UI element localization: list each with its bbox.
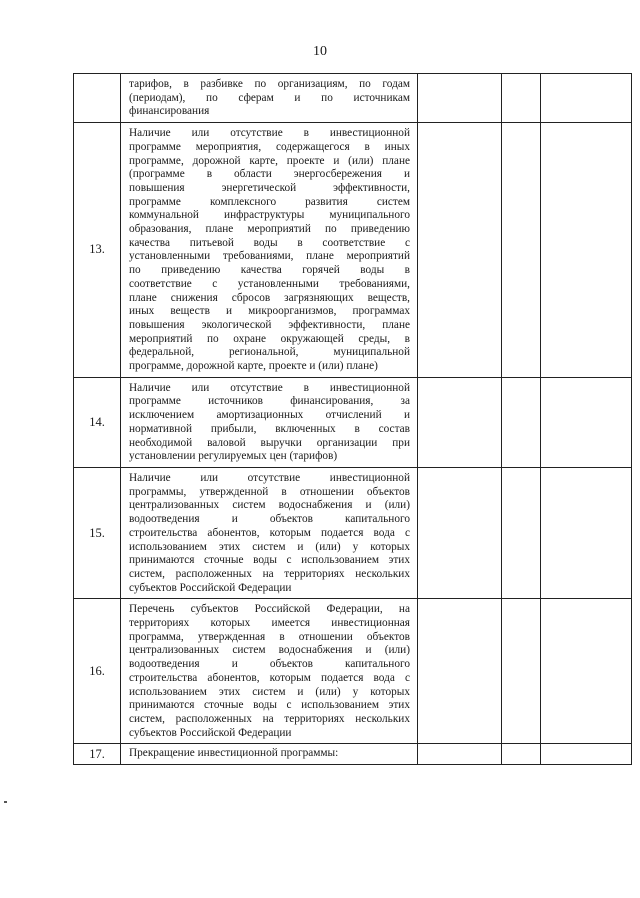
text-line: программе мероприятия, содержащегося в иных bbox=[129, 140, 410, 153]
empty-value-cell bbox=[418, 599, 502, 744]
table-row bbox=[74, 377, 632, 467]
row-number: 13. bbox=[74, 123, 121, 378]
text-line: централизованных систем водоснабжения и (или) bbox=[129, 644, 410, 657]
text-line: (периодам), по сферам и по источникам bbox=[129, 91, 410, 104]
text-line: нормативной прибыли, включенных в состав bbox=[129, 422, 410, 435]
text-line: субъектов Российской Федерации bbox=[129, 726, 292, 739]
text-line: исключением амортизационных отчислений и bbox=[129, 409, 410, 422]
text-line: (программе в области энергосбережения и bbox=[129, 168, 410, 181]
text-line: программе, дорожной карте, проекте и (или) плане) bbox=[129, 360, 378, 373]
text-line: необходимой валовой выручки организации при bbox=[129, 436, 410, 449]
text-line: плане снижения сбросов загрязняющих веществ, bbox=[129, 291, 410, 304]
text-line: использованием этих систем и (или) у которых bbox=[129, 540, 410, 553]
empty-value-cell bbox=[541, 599, 632, 744]
text-line: иных веществ и микроорганизмов, программах bbox=[129, 305, 410, 318]
table-row bbox=[74, 599, 632, 744]
text-line: финансирования bbox=[129, 105, 210, 118]
text-line: Наличие или отсутствие в инвестиционной bbox=[129, 127, 410, 140]
empty-value-cell bbox=[418, 74, 502, 123]
text-line: программе, дорожной карте, проекте и (или) плане bbox=[129, 154, 410, 167]
text-line: использованием этих систем и (или) у которых bbox=[129, 685, 410, 698]
text-line: программе комплексного развития систем bbox=[129, 195, 410, 208]
text-line: тарифов, в разбивке по организациям, по годам bbox=[129, 78, 410, 90]
text-line: коммунальной инфраструктуры муниципального bbox=[129, 209, 410, 222]
empty-value-cell bbox=[418, 123, 502, 378]
row-number: 17. bbox=[74, 744, 121, 765]
text-line: водоотведения и объектов капитального bbox=[129, 513, 410, 526]
empty-value-cell bbox=[541, 467, 632, 598]
indicator-description bbox=[121, 74, 418, 123]
empty-value-cell bbox=[418, 467, 502, 598]
table-row bbox=[74, 744, 632, 765]
empty-value-cell bbox=[502, 744, 541, 765]
text-line: федеральной, региональной, муниципальной bbox=[129, 346, 410, 359]
text-line: мероприятий по охране окружающей среды, в bbox=[129, 332, 410, 345]
row-number: 15. bbox=[74, 467, 121, 598]
text-line: Прекращение инвестиционной программы: bbox=[129, 746, 339, 759]
text-line: образования, плане мероприятий по приведению bbox=[129, 223, 410, 236]
text-line: централизованных систем водоснабжения и (или) bbox=[129, 499, 410, 512]
text-line: программы, утвержденной в отношении объектов bbox=[129, 485, 410, 498]
text-line: строительства абонентов, которым подается вода с bbox=[129, 526, 410, 539]
empty-value-cell bbox=[418, 744, 502, 765]
text-line: принимаются сточные воды с использованием этих bbox=[129, 554, 410, 567]
empty-value-cell bbox=[502, 467, 541, 598]
table-row bbox=[74, 123, 632, 378]
empty-value-cell bbox=[541, 74, 632, 123]
empty-value-cell bbox=[502, 377, 541, 467]
text-line: систем, расположенных на территориях нескольких bbox=[129, 567, 410, 580]
text-line: территориях которых имеется инвестиционная bbox=[129, 617, 410, 630]
table-row bbox=[74, 74, 632, 123]
empty-value-cell bbox=[502, 74, 541, 123]
empty-value-cell bbox=[541, 123, 632, 378]
page-number: 10 bbox=[313, 44, 327, 59]
indicator-description bbox=[121, 123, 418, 378]
row-number bbox=[74, 74, 121, 123]
empty-value-cell bbox=[541, 744, 632, 765]
text-line: соответствие с установленными требованиями, bbox=[129, 277, 410, 290]
row-number: 16. bbox=[74, 599, 121, 744]
text-line: повышения энергетической эффективности, bbox=[129, 181, 410, 194]
empty-value-cell bbox=[502, 123, 541, 378]
text-line: программе источников финансирования, за bbox=[129, 395, 410, 408]
text-line: Наличие или отсутствие инвестиционной bbox=[129, 471, 410, 484]
text-line: по приведению качества горячей воды в bbox=[129, 264, 410, 277]
text-line: программа, утвержденная в отношении объектов bbox=[129, 630, 410, 643]
text-line: установленными требованиями, плане мероприятий bbox=[129, 250, 410, 263]
text-line: установлении регулируемых цен (тарифов) bbox=[129, 450, 338, 463]
text-line: качества питьевой воды в соответствие с bbox=[129, 236, 410, 249]
scan-mark bbox=[4, 801, 7, 803]
indicator-description bbox=[121, 744, 418, 765]
indicator-description bbox=[121, 467, 418, 598]
table-row bbox=[74, 467, 632, 598]
indicator-description bbox=[121, 377, 418, 467]
indicators-table bbox=[73, 73, 632, 765]
text-line: водоотведения и объектов капитального bbox=[129, 658, 410, 671]
empty-value-cell bbox=[541, 377, 632, 467]
empty-value-cell bbox=[502, 599, 541, 744]
text-line: строительства абонентов, которым подается вода с bbox=[129, 671, 410, 684]
row-number: 14. bbox=[74, 377, 121, 467]
indicator-description bbox=[121, 599, 418, 744]
text-line: Наличие или отсутствие в инвестиционной bbox=[129, 381, 410, 394]
empty-value-cell bbox=[418, 377, 502, 467]
text-line: Перечень субъектов Российской Федерации, на bbox=[129, 603, 410, 616]
text-line: повышения экологической эффективности, плане bbox=[129, 318, 410, 331]
text-line: субъектов Российской Федерации bbox=[129, 581, 292, 594]
text-line: принимаются сточные воды с использованием этих bbox=[129, 699, 410, 712]
text-line: систем, расположенных на территориях нескольких bbox=[129, 712, 410, 725]
